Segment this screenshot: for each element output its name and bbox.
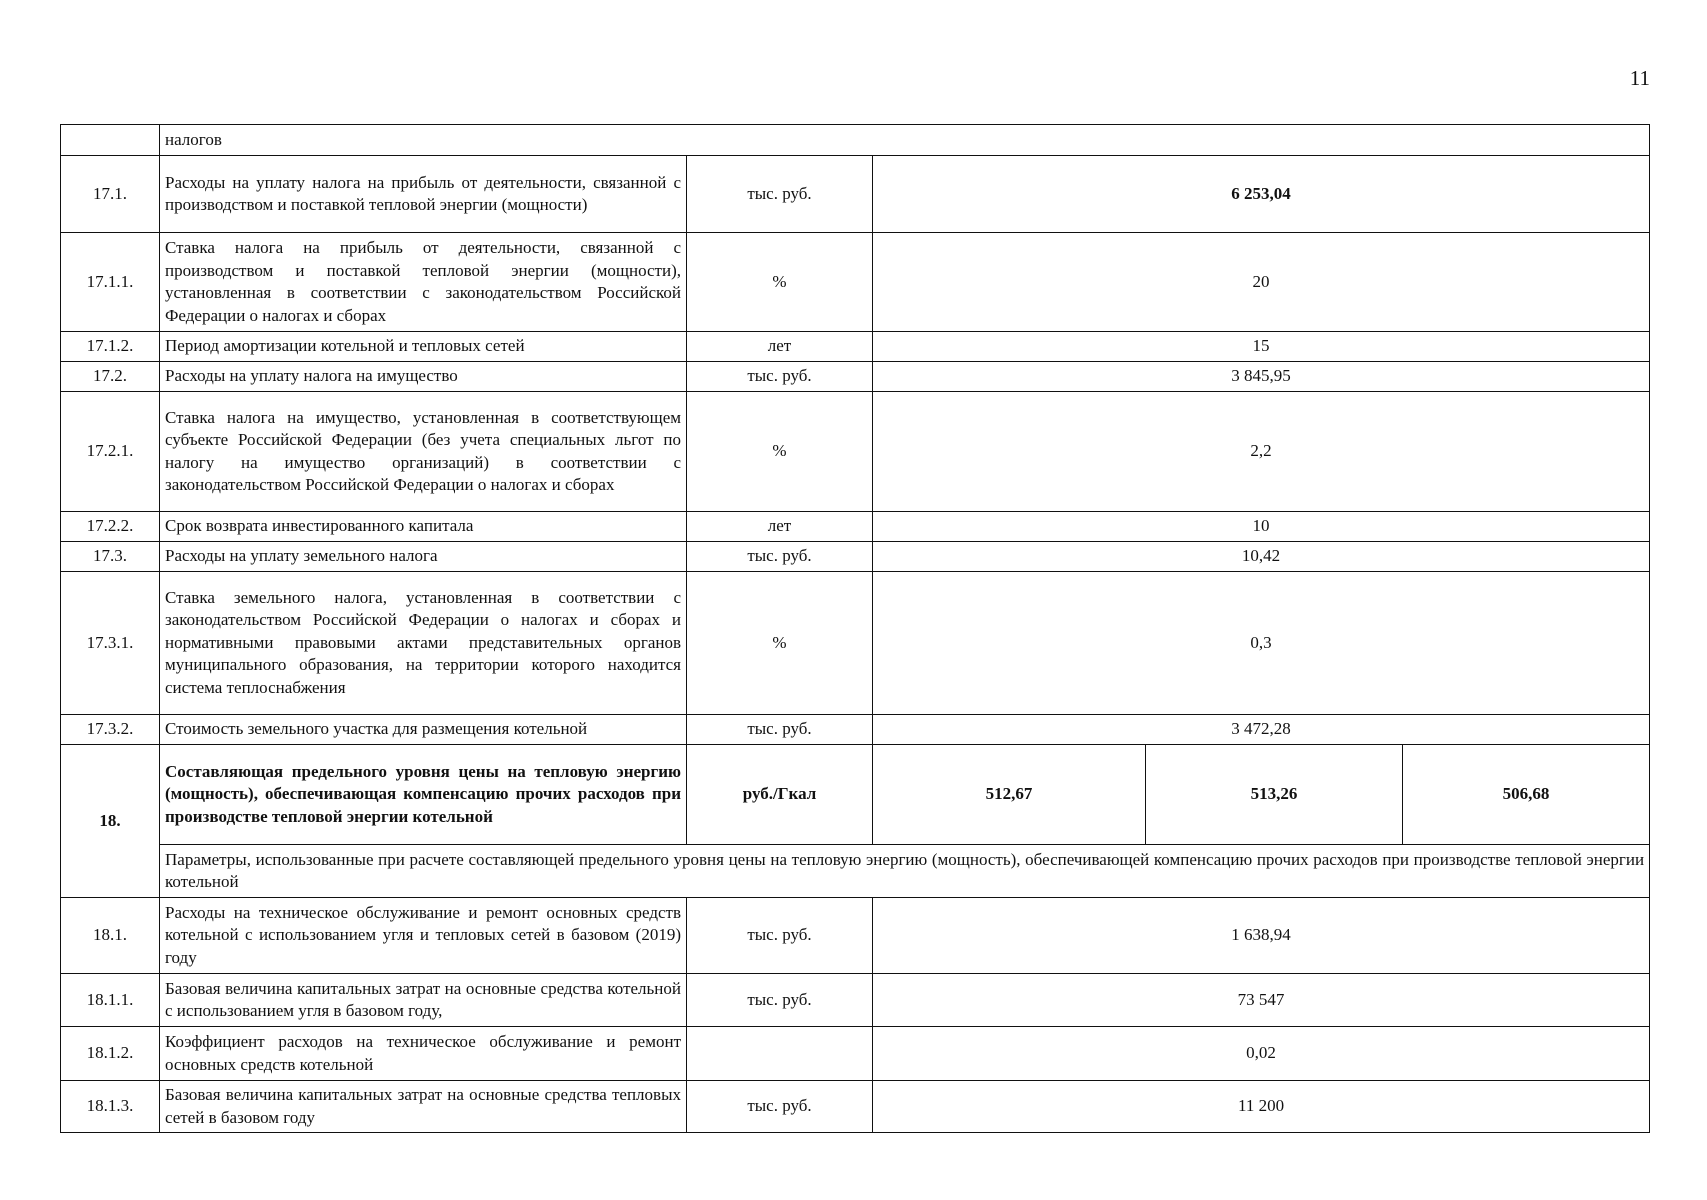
row-description: Ставка налога на прибыль от деятельности, связанной с производством и поставкой тепловой энергии (мощности), установленная в соответствии с законодательством Российской Федерации о налогах и сборах xyxy=(160,233,687,332)
row-description: Ставка земельного налога, установленная в соответствии с законодательством Российской Федерации о налогах и сборах и нормативными правовыми актами представительных органов муниципального образования, на территории которого находится система теплоснабжения xyxy=(160,572,687,715)
row-description: Расходы на уплату земельного налога xyxy=(160,542,687,572)
row-number: 18.1. xyxy=(61,898,160,974)
row-value: 6 253,04 xyxy=(873,156,1650,233)
row-value: 1 638,94 xyxy=(873,898,1650,974)
row-number: 17.1.1. xyxy=(61,233,160,332)
row-value: 3 472,28 xyxy=(873,715,1650,745)
parameters-note: Параметры, использованные при расчете составляющей предельного уровня цены на тепловую энергию (мощность), обеспечивающей компенсацию прочих расходов при производстве тепловой энергии котельной xyxy=(160,845,1650,898)
row-value: 0,3 xyxy=(873,572,1650,715)
row-description: Ставка налога на имущество, установленная в соответствующем субъекте Российской Федерации (без учета специальных льгот по налогу на имущество организаций) в соответствии с законодательством Российской Федерации о налогах и сборах xyxy=(160,392,687,512)
table-row xyxy=(61,1081,1650,1133)
row-description: Стоимость земельного участка для размещения котельной xyxy=(160,715,687,745)
row-value: 0,02 xyxy=(873,1027,1650,1081)
row-description: Базовая величина капитальных затрат на основные средства котельной с использованием угля в базовом году, xyxy=(160,974,687,1027)
table-row xyxy=(61,542,1650,572)
row-number: 17.1.2. xyxy=(61,332,160,362)
row-unit: % xyxy=(687,392,873,512)
row-value: 10,42 xyxy=(873,542,1650,572)
row-number: 17.2.1. xyxy=(61,392,160,512)
row-description: Расходы на уплату налога на прибыль от деятельности, связанной с производством и поставкой тепловой энергии (мощности) xyxy=(160,156,687,233)
table-row xyxy=(61,845,1650,898)
row-description: Расходы на техническое обслуживание и ремонт основных средств котельной с использованием угля и тепловых сетей в базовом (2019) году xyxy=(160,898,687,974)
page-number: 11 xyxy=(1629,66,1650,90)
table-row xyxy=(61,572,1650,715)
row-number: 18.1.1. xyxy=(61,974,160,1027)
row-unit: тыс. руб. xyxy=(687,362,873,392)
table-row xyxy=(61,233,1650,332)
row-unit: тыс. руб. xyxy=(687,898,873,974)
row-value-year-3: 506,68 xyxy=(1403,745,1650,845)
row-description: Период амортизации котельной и тепловых сетей xyxy=(160,332,687,362)
table-row xyxy=(61,512,1650,542)
table-row xyxy=(61,898,1650,974)
row-number: 18. xyxy=(61,745,160,898)
table-row xyxy=(61,1027,1650,1081)
row-value: 73 547 xyxy=(873,974,1650,1027)
row-value: 3 845,95 xyxy=(873,362,1650,392)
row-value: 10 xyxy=(873,512,1650,542)
row-unit: тыс. руб. xyxy=(687,156,873,233)
row-description: Расходы на уплату налога на имущество xyxy=(160,362,687,392)
row-unit: % xyxy=(687,572,873,715)
table-row xyxy=(61,362,1650,392)
row-value: 2,2 xyxy=(873,392,1650,512)
row-value: 15 xyxy=(873,332,1650,362)
row-number: 17.1. xyxy=(61,156,160,233)
table-row xyxy=(61,125,1650,156)
tariff-parameters-table xyxy=(60,124,1650,1133)
row-value: 11 200 xyxy=(873,1081,1650,1133)
table-row xyxy=(61,974,1650,1027)
row-description: Срок возврата инвестированного капитала xyxy=(160,512,687,542)
row-number: 18.1.2. xyxy=(61,1027,160,1081)
row-number: 17.2.2. xyxy=(61,512,160,542)
row-unit: % xyxy=(687,233,873,332)
table-row xyxy=(61,715,1650,745)
row-number: 18.1.3. xyxy=(61,1081,160,1133)
table-row xyxy=(61,392,1650,512)
row-number: 17.2. xyxy=(61,362,160,392)
table-row xyxy=(61,332,1650,362)
row-number: 17.3.1. xyxy=(61,572,160,715)
row-unit: тыс. руб. xyxy=(687,1081,873,1133)
row-unit: лет xyxy=(687,332,873,362)
row-description: Коэффициент расходов на техническое обслуживание и ремонт основных средств котельной xyxy=(160,1027,687,1081)
table-row xyxy=(61,745,1650,845)
row-description: Составляющая предельного уровня цены на тепловую энергию (мощность), обеспечивающая компенсацию прочих расходов при производстве тепловой энергии котельной xyxy=(160,745,687,845)
row-description: Базовая величина капитальных затрат на основные средства тепловых сетей в базовом году xyxy=(160,1081,687,1133)
row-number xyxy=(61,125,160,156)
row-unit: тыс. руб. xyxy=(687,715,873,745)
row-unit: тыс. руб. xyxy=(687,974,873,1027)
row-unit: руб./Гкал xyxy=(687,745,873,845)
row-unit: лет xyxy=(687,512,873,542)
row-number: 17.3.2. xyxy=(61,715,160,745)
row-unit: тыс. руб. xyxy=(687,542,873,572)
row-value-year-2: 513,26 xyxy=(1146,745,1403,845)
table-row xyxy=(61,156,1650,233)
row-description: налогов xyxy=(160,125,1650,156)
row-unit xyxy=(687,1027,873,1081)
row-number: 17.3. xyxy=(61,542,160,572)
row-value-year-1: 512,67 xyxy=(873,745,1146,845)
row-value: 20 xyxy=(873,233,1650,332)
